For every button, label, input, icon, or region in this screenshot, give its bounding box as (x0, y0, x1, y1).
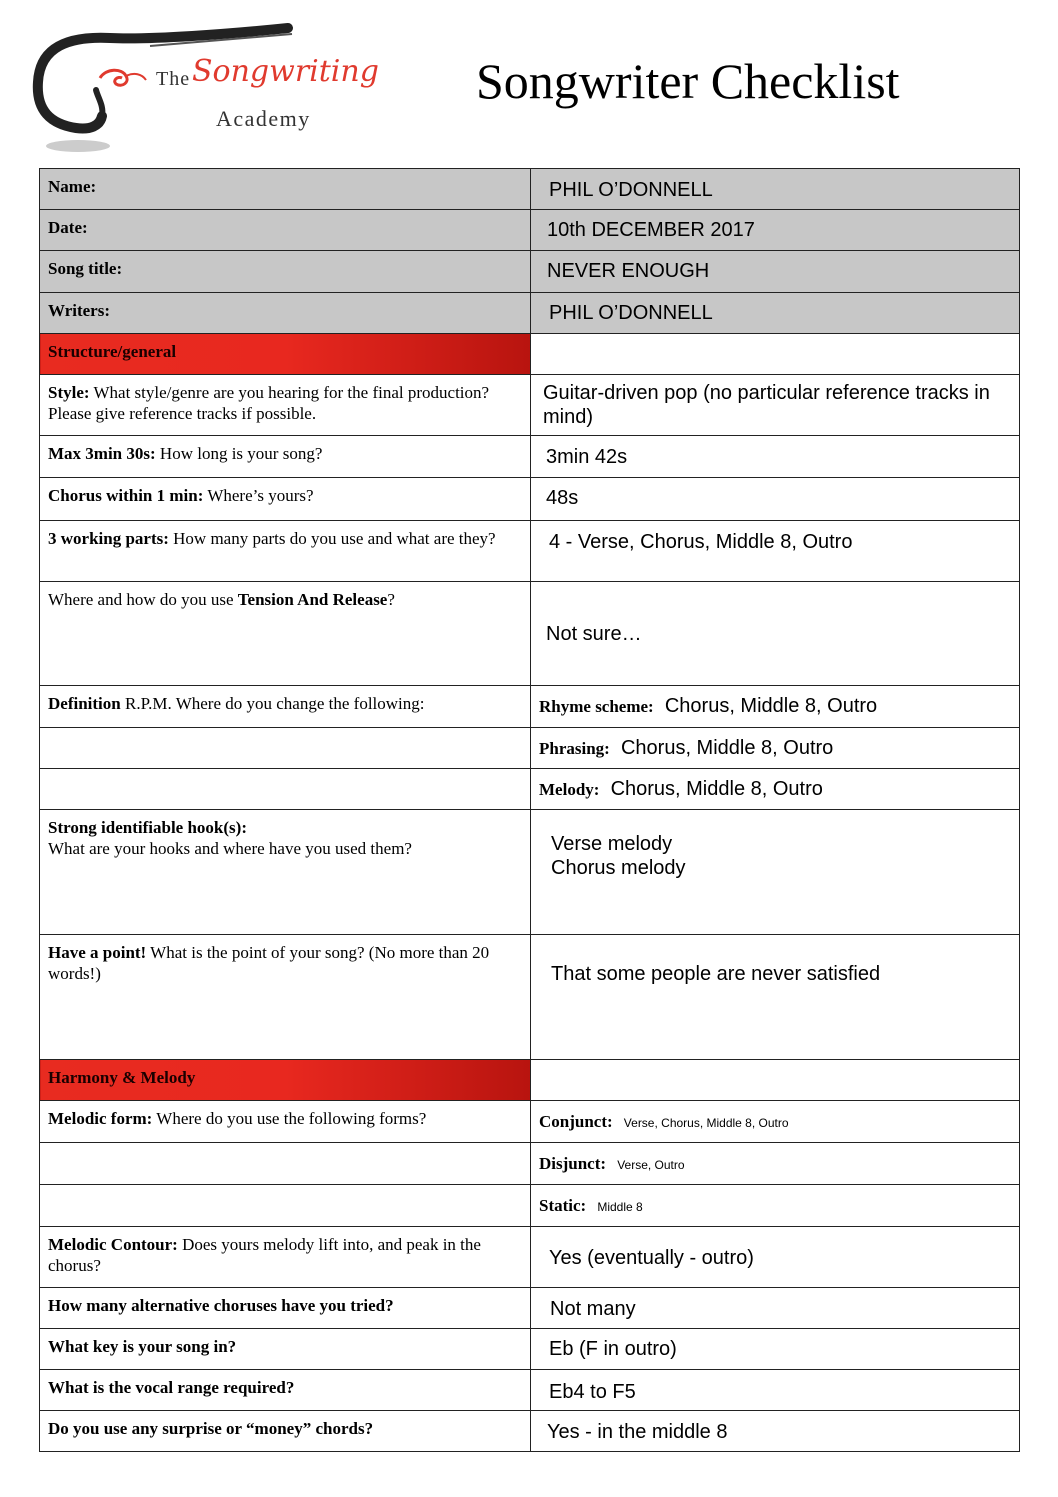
writers-value[interactable]: PHIL O’DONNELL (531, 293, 1020, 334)
structure-section-header (40, 334, 1020, 375)
working-parts-answer[interactable]: 4 - Verse, Chorus, Middle 8, Outro (531, 521, 1020, 582)
song-title-value[interactable]: NEVER ENOUGH (531, 251, 1020, 293)
disjunct-row (40, 1143, 1020, 1185)
melody-row (40, 769, 1020, 810)
max-length-row (40, 436, 1020, 478)
song-title-label: Song title: (40, 251, 531, 293)
phrasing-label: Phrasing: (539, 739, 610, 758)
date-row (40, 210, 1020, 251)
logo-text-songwriting: Songwriting (192, 54, 379, 89)
logo-text-academy: Academy (216, 106, 311, 131)
chorus-timing-row (40, 478, 1020, 521)
conjunct-answer[interactable]: Conjunct: Verse, Chorus, Middle 8, Outro (531, 1101, 1020, 1143)
writers-row (40, 293, 1020, 334)
page-title: Songwriter Checklist (476, 53, 900, 109)
style-row (40, 375, 1020, 436)
song-title-row (40, 251, 1020, 293)
disjunct-label: Disjunct: (539, 1154, 607, 1173)
money-chords-row (40, 1411, 1020, 1452)
vocal-range-answer[interactable]: Eb4 to F5 (531, 1370, 1020, 1411)
melodic-form-question: Melodic form: Where do you use the following forms? (40, 1101, 531, 1143)
tension-release-question: Where and how do you use Tension And Release? (40, 582, 531, 686)
alternative-choruses-row (40, 1288, 1020, 1329)
writers-label: Writers: (40, 293, 531, 334)
songwriting-academy-logo (30, 20, 379, 160)
date-label: Date: (40, 210, 531, 251)
vocal-range-row (40, 1370, 1020, 1411)
name-row (40, 169, 1020, 210)
definition-question: Definition R.P.M. Where do you change the following: (40, 686, 531, 728)
conjunct-label: Conjunct: (539, 1112, 613, 1131)
rhyme-scheme-answer[interactable]: Rhyme scheme: Chorus, Middle 8, Outro (531, 686, 1020, 728)
point-answer[interactable]: That some people are never satisfied (531, 935, 1020, 1060)
melodic-contour-row (40, 1227, 1020, 1288)
money-chords-question: Do you use any surprise or “money” chords? (40, 1411, 531, 1452)
hook-question: Strong identifiable hook(s): What are your hooks and where have you used them? (40, 810, 531, 935)
alternative-choruses-question: How many alternative choruses have you tried? (40, 1288, 531, 1329)
phrasing-answer[interactable]: Phrasing: Chorus, Middle 8, Outro (531, 728, 1020, 769)
harmony-heading: Harmony & Melody (40, 1060, 531, 1101)
chorus-timing-answer[interactable]: 48s (531, 478, 1020, 521)
structure-heading: Structure/general (40, 334, 531, 375)
static-answer[interactable]: Static: Middle 8 (531, 1185, 1020, 1227)
working-parts-question: 3 working parts: How many parts do you use and what are they? (40, 521, 531, 582)
money-chords-answer[interactable]: Yes - in the middle 8 (531, 1411, 1020, 1452)
logo-text-the: The (156, 68, 191, 90)
max-length-question: Max 3min 30s: How long is your song? (40, 436, 531, 478)
point-row (40, 935, 1020, 1060)
key-answer[interactable]: Eb (F in outro) (531, 1329, 1020, 1370)
tension-release-row (40, 582, 1020, 686)
rhyme-scheme-label: Rhyme scheme: (539, 697, 654, 716)
melody-answer[interactable]: Melody: Chorus, Middle 8, Outro (531, 769, 1020, 810)
working-parts-row (40, 521, 1020, 582)
date-value[interactable]: 10th DECEMBER 2017 (531, 210, 1020, 251)
key-row (40, 1329, 1020, 1370)
name-value[interactable]: PHIL O’DONNELL (531, 169, 1020, 210)
vocal-range-question: What is the vocal range required? (40, 1370, 531, 1411)
harmony-section-header (40, 1060, 1020, 1101)
static-label: Static: (539, 1196, 587, 1215)
key-question: What key is your song in? (40, 1329, 531, 1370)
phrasing-row (40, 728, 1020, 769)
disjunct-answer[interactable]: Disjunct: Verse, Outro (531, 1143, 1020, 1185)
hook-row (40, 810, 1020, 935)
style-question: Style: What style/genre are you hearing for the final production? Please give reference tracks if possible. (40, 375, 531, 436)
static-row (40, 1185, 1020, 1227)
definition-rhyme-row (40, 686, 1020, 728)
max-length-answer[interactable]: 3min 42s (531, 436, 1020, 478)
point-question: Have a point! What is the point of your song? (No more than 20 words!) (40, 935, 531, 1060)
alternative-choruses-answer[interactable]: Not many (531, 1288, 1020, 1329)
chorus-timing-question: Chorus within 1 min: Where’s yours? (40, 478, 531, 521)
name-label: Name: (40, 169, 531, 210)
melodic-contour-question: Melodic Contour: Does yours melody lift into, and peak in the chorus? (40, 1227, 531, 1288)
checklist-table (39, 168, 1020, 1452)
melodic-contour-answer[interactable]: Yes (eventually - outro) (531, 1227, 1020, 1288)
hook-answer[interactable]: Verse melody Chorus melody (531, 810, 1020, 935)
melody-label: Melody: (539, 780, 600, 799)
melodic-form-row (40, 1101, 1020, 1143)
style-answer[interactable]: Guitar-driven pop (no particular reference tracks in mind) (531, 375, 1020, 436)
tension-release-answer[interactable]: Not sure… (531, 582, 1020, 686)
